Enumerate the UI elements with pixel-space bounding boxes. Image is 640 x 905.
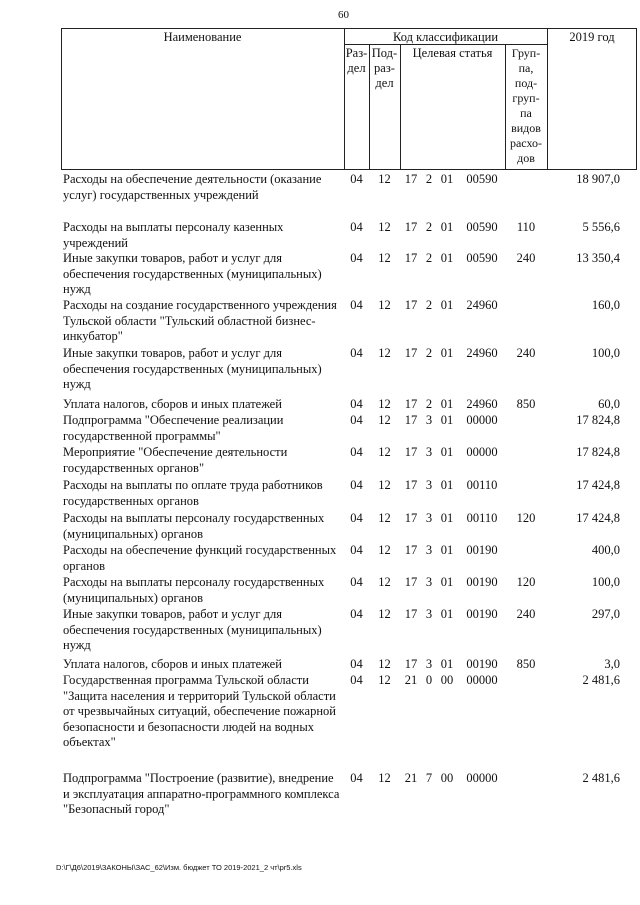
row-target-direction: 00590 — [466, 251, 498, 265]
row-subsection: 12 — [378, 413, 391, 427]
row-target-direction: 00190 — [466, 543, 498, 557]
row-target-direction: 24960 — [466, 346, 498, 360]
row-section: 04 — [350, 397, 363, 411]
row-amount: 17 824,8 — [576, 413, 620, 427]
header-name: Наименование — [163, 30, 242, 44]
row-name: Расходы на создание государственного учреждения Тульской области "Тульский областной бизнес-инкубатор" — [63, 298, 337, 343]
row-section: 04 — [350, 445, 363, 459]
row-section: 04 — [350, 478, 363, 492]
header-classification: Код классификации — [392, 30, 499, 44]
row-target-event: 01 — [440, 251, 454, 265]
row-subsection: 12 — [378, 298, 391, 312]
row-target-program: 17 — [404, 575, 418, 589]
row-amount: 18 907,0 — [576, 172, 620, 186]
row-amount: 60,0 — [598, 397, 620, 411]
row-amount: 2 481,6 — [582, 771, 620, 785]
row-section: 04 — [350, 251, 363, 265]
row-name: Уплата налогов, сборов и иных платежей — [63, 657, 282, 671]
row-target-event: 01 — [440, 298, 454, 312]
row-target-event: 01 — [440, 478, 454, 492]
row-section: 04 — [350, 298, 363, 312]
row-name: Подпрограмма "Обеспечение реализации государственной программы" — [63, 413, 284, 443]
header-group: Груп- па, под- груп- па видов расхо- дов — [509, 46, 543, 165]
row-target-direction: 24960 — [466, 298, 498, 312]
row-target-direction: 00110 — [466, 478, 498, 492]
row-subsection: 12 — [378, 673, 391, 687]
header-year: 2019 год — [569, 30, 615, 44]
row-target-direction: 24960 — [466, 397, 498, 411]
row-target-program: 17 — [404, 607, 418, 621]
row-target-subprogram: 0 — [425, 673, 433, 687]
row-amount: 17 824,8 — [576, 445, 620, 459]
row-target-subprogram: 7 — [425, 771, 433, 785]
row-amount: 17 424,8 — [576, 511, 620, 525]
header-target: Целевая статья — [412, 46, 493, 60]
row-subsection: 12 — [378, 575, 391, 589]
row-name: Расходы на обеспечение функций государственных органов — [63, 543, 337, 573]
row-target-program: 17 — [404, 543, 418, 557]
row-name: Расходы на обеспечение деятельности (оказание услуг) государственных учреждений — [63, 172, 322, 202]
row-target-program: 17 — [404, 172, 418, 186]
row-target-program: 17 — [404, 397, 418, 411]
row-group: 240 — [516, 346, 536, 360]
row-amount: 160,0 — [591, 298, 620, 312]
header-subsection: Под- раз- дел — [371, 46, 398, 90]
page-number: 60 — [338, 9, 349, 21]
header-section: Раз- дел — [345, 46, 368, 75]
row-name: Иные закупки товаров, работ и услуг для обеспечения государственных (муниципальных) нужд — [63, 607, 322, 652]
row-target-direction: 00000 — [466, 673, 498, 687]
row-target-direction: 00590 — [466, 172, 498, 186]
row-target-program: 17 — [404, 657, 418, 671]
row-target-program: 17 — [404, 478, 418, 492]
row-target-direction: 00190 — [466, 607, 498, 621]
row-section: 04 — [350, 575, 363, 589]
row-name: Расходы на выплаты персоналу казенных учреждений — [63, 220, 284, 250]
file-path-footer: D:\Г\Д6\2019\ЗАКОНЫ\ЗАС_62\Изм. бюджет ТО 2019-2021_2 чт\pr5.xls — [56, 863, 302, 872]
row-subsection: 12 — [378, 220, 391, 234]
row-amount: 2 481,6 — [582, 673, 620, 687]
row-amount: 13 350,4 — [576, 251, 620, 265]
row-name: Расходы на выплаты персоналу государственных (муниципальных) органов — [63, 575, 325, 605]
row-subsection: 12 — [378, 607, 391, 621]
row-subsection: 12 — [378, 445, 391, 459]
row-group: 110 — [516, 220, 536, 234]
row-target-subprogram: 3 — [425, 478, 433, 492]
row-subsection: 12 — [378, 543, 391, 557]
row-target-subprogram: 2 — [425, 397, 433, 411]
row-name: Расходы на выплаты персоналу государственных (муниципальных) органов — [63, 511, 325, 541]
row-target-subprogram: 2 — [425, 172, 433, 186]
row-target-subprogram: 3 — [425, 607, 433, 621]
row-target-program: 17 — [404, 445, 418, 459]
row-target-program: 17 — [404, 251, 418, 265]
row-target-subprogram: 3 — [425, 445, 433, 459]
row-target-event: 01 — [440, 607, 454, 621]
row-target-event: 00 — [440, 771, 454, 785]
row-target-event: 01 — [440, 220, 454, 234]
row-amount: 100,0 — [591, 346, 620, 360]
row-target-event: 01 — [440, 346, 454, 360]
row-target-event: 01 — [440, 543, 454, 557]
row-name: Уплата налогов, сборов и иных платежей — [63, 397, 282, 411]
row-target-program: 17 — [404, 413, 418, 427]
row-section: 04 — [350, 657, 363, 671]
row-name: Подпрограмма "Построение (развитие), внедрение и эксплуатация аппаратно-программного комплекса "Безопасный город" — [63, 771, 340, 816]
row-amount: 3,0 — [604, 657, 620, 671]
row-target-subprogram: 2 — [425, 298, 433, 312]
row-target-subprogram: 3 — [425, 511, 433, 525]
row-target-direction: 00000 — [466, 413, 498, 427]
row-target-subprogram: 2 — [425, 251, 433, 265]
header-divider — [400, 44, 401, 170]
row-group: 240 — [516, 607, 536, 621]
row-section: 04 — [350, 511, 363, 525]
row-target-event: 01 — [440, 657, 454, 671]
row-section: 04 — [350, 771, 363, 785]
row-target-subprogram: 3 — [425, 413, 433, 427]
row-group: 120 — [516, 511, 536, 525]
row-name: Иные закупки товаров, работ и услуг для обеспечения государственных (муниципальных) нужд — [63, 251, 322, 296]
row-target-program: 17 — [404, 346, 418, 360]
row-amount: 400,0 — [591, 543, 620, 557]
row-amount: 17 424,8 — [576, 478, 620, 492]
row-subsection: 12 — [378, 346, 391, 360]
row-subsection: 12 — [378, 657, 391, 671]
row-target-direction: 00000 — [466, 445, 498, 459]
row-target-direction: 00590 — [466, 220, 498, 234]
row-target-direction: 00000 — [466, 771, 498, 785]
row-target-program: 17 — [404, 298, 418, 312]
row-target-program: 17 — [404, 220, 418, 234]
row-subsection: 12 — [378, 172, 391, 186]
row-section: 04 — [350, 413, 363, 427]
row-name: Мероприятие "Обеспечение деятельности государственных органов" — [63, 445, 288, 475]
row-target-event: 01 — [440, 172, 454, 186]
row-section: 04 — [350, 172, 363, 186]
row-section: 04 — [350, 220, 363, 234]
row-group: 120 — [516, 575, 536, 589]
row-target-event: 01 — [440, 575, 454, 589]
row-section: 04 — [350, 607, 363, 621]
row-amount: 297,0 — [591, 607, 620, 621]
row-target-subprogram: 2 — [425, 220, 433, 234]
row-target-event: 01 — [440, 445, 454, 459]
row-amount: 5 556,6 — [582, 220, 620, 234]
row-name: Государственная программа Тульской области "Защита населения и территорий Тульской области от чрезвычайных ситуаций, обеспечение пожарной безопасности и безопасности людей на водных объектах" — [63, 673, 336, 749]
row-subsection: 12 — [378, 251, 391, 265]
row-target-subprogram: 3 — [425, 575, 433, 589]
row-target-event: 01 — [440, 511, 454, 525]
row-section: 04 — [350, 346, 363, 360]
row-name: Расходы на выплаты по оплате труда работников государственных органов — [63, 478, 323, 508]
row-target-subprogram: 3 — [425, 543, 433, 557]
row-target-event: 01 — [440, 413, 454, 427]
row-target-program: 17 — [404, 511, 418, 525]
row-name: Иные закупки товаров, работ и услуг для обеспечения государственных (муниципальных) нужд — [63, 346, 322, 391]
row-group: 850 — [516, 657, 536, 671]
header-divider — [547, 28, 548, 170]
row-target-program: 21 — [404, 771, 418, 785]
row-group: 850 — [516, 397, 536, 411]
row-target-event: 01 — [440, 397, 454, 411]
row-subsection: 12 — [378, 397, 391, 411]
row-target-direction: 00190 — [466, 575, 498, 589]
row-target-event: 00 — [440, 673, 454, 687]
row-subsection: 12 — [378, 478, 391, 492]
row-section: 04 — [350, 673, 363, 687]
row-section: 04 — [350, 543, 363, 557]
row-target-subprogram: 3 — [425, 657, 433, 671]
row-subsection: 12 — [378, 771, 391, 785]
row-target-direction: 00110 — [466, 511, 498, 525]
row-target-subprogram: 2 — [425, 346, 433, 360]
row-group: 240 — [516, 251, 536, 265]
row-amount: 100,0 — [591, 575, 620, 589]
row-target-direction: 00190 — [466, 657, 498, 671]
row-subsection: 12 — [378, 511, 391, 525]
row-target-program: 21 — [404, 673, 418, 687]
